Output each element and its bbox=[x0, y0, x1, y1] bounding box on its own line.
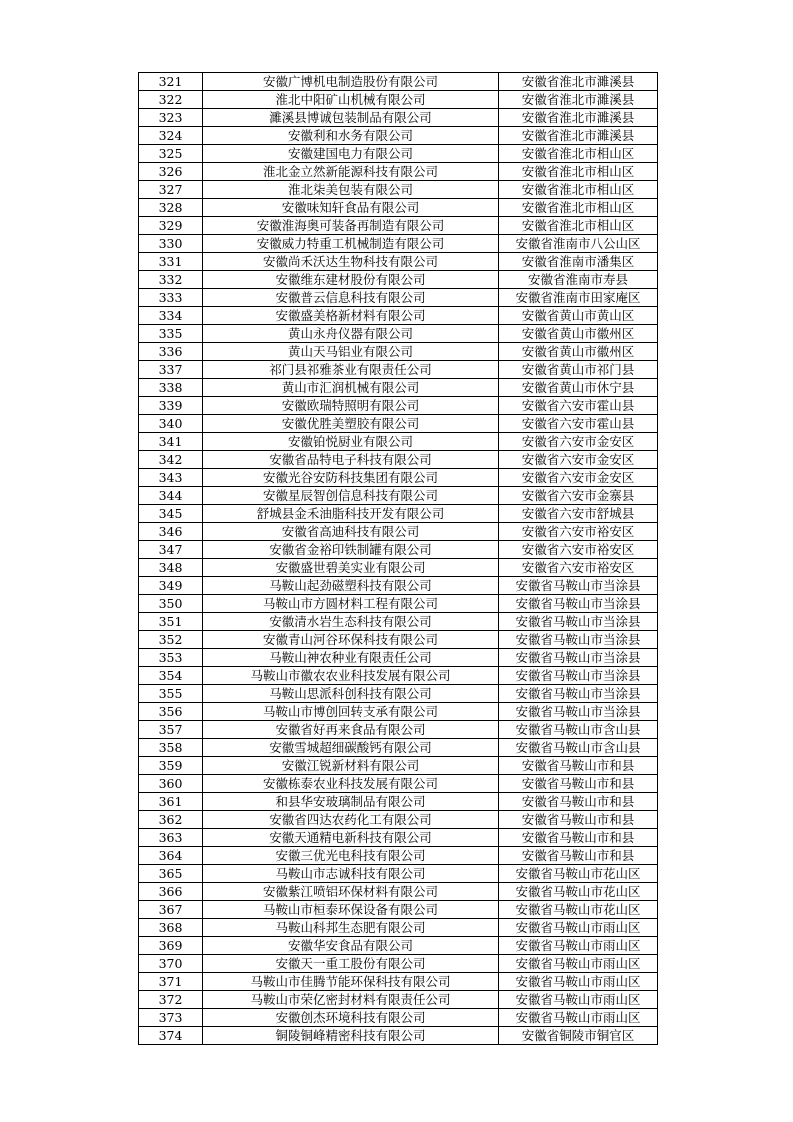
row-number: 347 bbox=[139, 541, 203, 559]
table-row bbox=[139, 703, 658, 721]
company-location: 安徽省淮北市相山区 bbox=[499, 181, 658, 199]
company-location: 安徽省马鞍山市花山区 bbox=[499, 901, 658, 919]
company-name: 安徽江锐新材料有限公司 bbox=[203, 757, 499, 775]
table-row bbox=[139, 883, 658, 901]
company-location: 安徽省马鞍山市和县 bbox=[499, 793, 658, 811]
row-number: 333 bbox=[139, 289, 203, 307]
company-name: 安徽建国电力有限公司 bbox=[203, 145, 499, 163]
company-name: 马鞍山思派科创科技有限公司 bbox=[203, 685, 499, 703]
company-location: 安徽省六安市金安区 bbox=[499, 451, 658, 469]
company-location: 安徽省六安市舒城县 bbox=[499, 505, 658, 523]
company-location: 安徽省马鞍山市和县 bbox=[499, 775, 658, 793]
row-number: 374 bbox=[139, 1027, 203, 1045]
company-location: 安徽省黄山市祁门县 bbox=[499, 361, 658, 379]
row-number: 345 bbox=[139, 505, 203, 523]
table-row bbox=[139, 199, 658, 217]
table-body bbox=[139, 73, 658, 1045]
company-name: 安徽雪城超细碳酸钙有限公司 bbox=[203, 739, 499, 757]
company-location: 安徽省淮南市寿县 bbox=[499, 271, 658, 289]
company-name: 安徽栋泰农业科技发展有限公司 bbox=[203, 775, 499, 793]
company-name: 安徽维东建材股份有限公司 bbox=[203, 271, 499, 289]
company-location: 安徽省马鞍山市和县 bbox=[499, 829, 658, 847]
company-name: 濉溪县博诚包装制品有限公司 bbox=[203, 109, 499, 127]
table-row bbox=[139, 613, 658, 631]
table-row bbox=[139, 343, 658, 361]
company-name: 安徽盛美格新材料有限公司 bbox=[203, 307, 499, 325]
table-row bbox=[139, 865, 658, 883]
row-number: 360 bbox=[139, 775, 203, 793]
company-location: 安徽省淮北市相山区 bbox=[499, 163, 658, 181]
row-number: 332 bbox=[139, 271, 203, 289]
row-number: 324 bbox=[139, 127, 203, 145]
row-number: 330 bbox=[139, 235, 203, 253]
table-row bbox=[139, 577, 658, 595]
table-row bbox=[139, 649, 658, 667]
company-name: 安徽利和水务有限公司 bbox=[203, 127, 499, 145]
company-name: 安徽天一重工股份有限公司 bbox=[203, 955, 499, 973]
company-list-table bbox=[138, 72, 658, 1045]
company-location: 安徽省六安市裕安区 bbox=[499, 559, 658, 577]
table-row bbox=[139, 325, 658, 343]
row-number: 371 bbox=[139, 973, 203, 991]
company-name: 马鞍山神农种业有限责任公司 bbox=[203, 649, 499, 667]
row-number: 340 bbox=[139, 415, 203, 433]
company-name: 安徽普云信息科技有限公司 bbox=[203, 289, 499, 307]
table-row bbox=[139, 253, 658, 271]
table-row bbox=[139, 451, 658, 469]
company-name: 马鞍山科邦生态肥有限公司 bbox=[203, 919, 499, 937]
row-number: 370 bbox=[139, 955, 203, 973]
row-number: 369 bbox=[139, 937, 203, 955]
company-location: 安徽省马鞍山市当涂县 bbox=[499, 685, 658, 703]
company-name: 舒城县金禾油脂科技开发有限公司 bbox=[203, 505, 499, 523]
row-number: 373 bbox=[139, 1009, 203, 1027]
table-row bbox=[139, 181, 658, 199]
row-number: 354 bbox=[139, 667, 203, 685]
company-name: 安徽盛世碧美实业有限公司 bbox=[203, 559, 499, 577]
table-row bbox=[139, 415, 658, 433]
table-row bbox=[139, 667, 658, 685]
company-name: 安徽威力特重工机械制造有限公司 bbox=[203, 235, 499, 253]
company-location: 安徽省马鞍山市雨山区 bbox=[499, 973, 658, 991]
table-row bbox=[139, 955, 658, 973]
company-name: 淮北柒美包装有限公司 bbox=[203, 181, 499, 199]
company-location: 安徽省淮北市相山区 bbox=[499, 217, 658, 235]
row-number: 351 bbox=[139, 613, 203, 631]
company-location: 安徽省六安市裕安区 bbox=[499, 523, 658, 541]
company-location: 安徽省黄山市徽州区 bbox=[499, 343, 658, 361]
row-number: 346 bbox=[139, 523, 203, 541]
row-number: 349 bbox=[139, 577, 203, 595]
company-name: 安徽清水岩生态科技有限公司 bbox=[203, 613, 499, 631]
company-location: 安徽省铜陵市铜官区 bbox=[499, 1027, 658, 1045]
row-number: 356 bbox=[139, 703, 203, 721]
company-name: 马鞍山起劲磁塑科技有限公司 bbox=[203, 577, 499, 595]
company-name: 马鞍山市荣亿密封材料有限责任公司 bbox=[203, 991, 499, 1009]
table-row bbox=[139, 757, 658, 775]
table-row bbox=[139, 127, 658, 145]
table-row bbox=[139, 361, 658, 379]
company-name: 安徽省品特电子科技有限公司 bbox=[203, 451, 499, 469]
company-name: 安徽淮海奥可装备再制造有限公司 bbox=[203, 217, 499, 235]
company-location: 安徽省六安市霍山县 bbox=[499, 415, 658, 433]
company-location: 安徽省淮北市濉溪县 bbox=[499, 73, 658, 91]
row-number: 328 bbox=[139, 199, 203, 217]
table-row bbox=[139, 487, 658, 505]
table-row bbox=[139, 523, 658, 541]
company-name: 黄山天马铝业有限公司 bbox=[203, 343, 499, 361]
row-number: 334 bbox=[139, 307, 203, 325]
company-name: 安徽味知轩食品有限公司 bbox=[203, 199, 499, 217]
table-row bbox=[139, 433, 658, 451]
company-location: 安徽省马鞍山市当涂县 bbox=[499, 577, 658, 595]
company-location: 安徽省黄山市黄山区 bbox=[499, 307, 658, 325]
row-number: 342 bbox=[139, 451, 203, 469]
company-name: 安徽光谷安防科技集团有限公司 bbox=[203, 469, 499, 487]
company-location: 安徽省马鞍山市和县 bbox=[499, 757, 658, 775]
company-name: 和县华安玻璃制品有限公司 bbox=[203, 793, 499, 811]
company-location: 安徽省淮北市濉溪县 bbox=[499, 109, 658, 127]
company-location: 安徽省马鞍山市含山县 bbox=[499, 721, 658, 739]
company-name: 安徽星辰智创信息科技有限公司 bbox=[203, 487, 499, 505]
company-name: 安徽省好再来食品有限公司 bbox=[203, 721, 499, 739]
row-number: 338 bbox=[139, 379, 203, 397]
row-number: 331 bbox=[139, 253, 203, 271]
company-name: 安徽紫江喷铝环保材料有限公司 bbox=[203, 883, 499, 901]
company-name: 淮北金立然新能源科技有限公司 bbox=[203, 163, 499, 181]
company-name: 安徽广博机电制造股份有限公司 bbox=[203, 73, 499, 91]
row-number: 336 bbox=[139, 343, 203, 361]
company-location: 安徽省马鞍山市雨山区 bbox=[499, 955, 658, 973]
row-number: 348 bbox=[139, 559, 203, 577]
table-row bbox=[139, 775, 658, 793]
row-number: 366 bbox=[139, 883, 203, 901]
row-number: 368 bbox=[139, 919, 203, 937]
row-number: 353 bbox=[139, 649, 203, 667]
company-name: 马鞍山市佳腾节能环保科技有限公司 bbox=[203, 973, 499, 991]
company-name: 安徽优胜美塑胶有限公司 bbox=[203, 415, 499, 433]
company-location: 安徽省六安市金安区 bbox=[499, 433, 658, 451]
table-row bbox=[139, 919, 658, 937]
company-location: 安徽省六安市霍山县 bbox=[499, 397, 658, 415]
row-number: 358 bbox=[139, 739, 203, 757]
row-number: 343 bbox=[139, 469, 203, 487]
table-row bbox=[139, 73, 658, 91]
row-number: 350 bbox=[139, 595, 203, 613]
company-location: 安徽省马鞍山市当涂县 bbox=[499, 613, 658, 631]
company-location: 安徽省马鞍山市和县 bbox=[499, 811, 658, 829]
company-name: 安徽三优光电科技有限公司 bbox=[203, 847, 499, 865]
company-location: 安徽省马鞍山市当涂县 bbox=[499, 631, 658, 649]
row-number: 372 bbox=[139, 991, 203, 1009]
company-location: 安徽省淮北市相山区 bbox=[499, 199, 658, 217]
table-row bbox=[139, 379, 658, 397]
table-row bbox=[139, 631, 658, 649]
table-row bbox=[139, 1009, 658, 1027]
table-row bbox=[139, 901, 658, 919]
row-number: 329 bbox=[139, 217, 203, 235]
company-name: 安徽青山河谷环保科技有限公司 bbox=[203, 631, 499, 649]
company-name: 安徽省四达农药化工有限公司 bbox=[203, 811, 499, 829]
company-name: 淮北中阳矿山机械有限公司 bbox=[203, 91, 499, 109]
row-number: 364 bbox=[139, 847, 203, 865]
table-row bbox=[139, 235, 658, 253]
company-name: 马鞍山市博创回转支承有限公司 bbox=[203, 703, 499, 721]
row-number: 362 bbox=[139, 811, 203, 829]
company-name: 安徽省高迪科技有限公司 bbox=[203, 523, 499, 541]
company-location: 安徽省马鞍山市和县 bbox=[499, 847, 658, 865]
company-name: 安徽创杰环境科技有限公司 bbox=[203, 1009, 499, 1027]
table-row bbox=[139, 271, 658, 289]
company-location: 安徽省六安市金安区 bbox=[499, 469, 658, 487]
table-row bbox=[139, 217, 658, 235]
company-location: 安徽省淮北市濉溪县 bbox=[499, 127, 658, 145]
company-location: 安徽省马鞍山市当涂县 bbox=[499, 667, 658, 685]
table-row bbox=[139, 847, 658, 865]
row-number: 326 bbox=[139, 163, 203, 181]
company-location: 安徽省马鞍山市当涂县 bbox=[499, 595, 658, 613]
table-row bbox=[139, 937, 658, 955]
table-row bbox=[139, 739, 658, 757]
company-name: 安徽尚禾沃达生物科技有限公司 bbox=[203, 253, 499, 271]
company-name: 黄山市汇润机械有限公司 bbox=[203, 379, 499, 397]
table-row bbox=[139, 91, 658, 109]
company-name: 马鞍山市志诚科技有限公司 bbox=[203, 865, 499, 883]
company-name: 铜陵铜峰精密科技有限公司 bbox=[203, 1027, 499, 1045]
row-number: 357 bbox=[139, 721, 203, 739]
company-name: 祁门县祁雅茶业有限责任公司 bbox=[203, 361, 499, 379]
company-location: 安徽省淮南市潘集区 bbox=[499, 253, 658, 271]
row-number: 321 bbox=[139, 73, 203, 91]
company-location: 安徽省马鞍山市雨山区 bbox=[499, 919, 658, 937]
company-name: 安徽省金裕印铁制罐有限公司 bbox=[203, 541, 499, 559]
table-row bbox=[139, 973, 658, 991]
table-row bbox=[139, 109, 658, 127]
company-name: 安徽欧瑞特照明有限公司 bbox=[203, 397, 499, 415]
company-location: 安徽省六安市裕安区 bbox=[499, 541, 658, 559]
company-location: 安徽省马鞍山市花山区 bbox=[499, 883, 658, 901]
company-location: 安徽省马鞍山市当涂县 bbox=[499, 649, 658, 667]
company-location: 安徽省黄山市休宁县 bbox=[499, 379, 658, 397]
table-row bbox=[139, 595, 658, 613]
table-row bbox=[139, 469, 658, 487]
row-number: 322 bbox=[139, 91, 203, 109]
row-number: 361 bbox=[139, 793, 203, 811]
company-location: 安徽省六安市金寨县 bbox=[499, 487, 658, 505]
company-name: 安徽天通精电新科技有限公司 bbox=[203, 829, 499, 847]
row-number: 339 bbox=[139, 397, 203, 415]
company-location: 安徽省淮北市濉溪县 bbox=[499, 91, 658, 109]
row-number: 337 bbox=[139, 361, 203, 379]
company-location: 安徽省马鞍山市雨山区 bbox=[499, 1009, 658, 1027]
row-number: 365 bbox=[139, 865, 203, 883]
company-location: 安徽省淮南市田家庵区 bbox=[499, 289, 658, 307]
company-location: 安徽省马鞍山市雨山区 bbox=[499, 937, 658, 955]
table-row bbox=[139, 559, 658, 577]
row-number: 335 bbox=[139, 325, 203, 343]
table-row bbox=[139, 307, 658, 325]
row-number: 327 bbox=[139, 181, 203, 199]
table-row bbox=[139, 793, 658, 811]
company-location: 安徽省淮南市八公山区 bbox=[499, 235, 658, 253]
row-number: 367 bbox=[139, 901, 203, 919]
row-number: 363 bbox=[139, 829, 203, 847]
company-name: 马鞍山市方圆材料工程有限公司 bbox=[203, 595, 499, 613]
company-location: 安徽省马鞍山市花山区 bbox=[499, 865, 658, 883]
company-location: 安徽省马鞍山市雨山区 bbox=[499, 991, 658, 1009]
table-row bbox=[139, 397, 658, 415]
row-number: 323 bbox=[139, 109, 203, 127]
company-name: 黄山永舟仪器有限公司 bbox=[203, 325, 499, 343]
row-number: 344 bbox=[139, 487, 203, 505]
company-location: 安徽省淮北市相山区 bbox=[499, 145, 658, 163]
row-number: 355 bbox=[139, 685, 203, 703]
company-name: 安徽铂悦厨业有限公司 bbox=[203, 433, 499, 451]
row-number: 341 bbox=[139, 433, 203, 451]
company-name: 马鞍山市徽农农业科技发展有限公司 bbox=[203, 667, 499, 685]
company-location: 安徽省马鞍山市含山县 bbox=[499, 739, 658, 757]
table-row bbox=[139, 505, 658, 523]
row-number: 325 bbox=[139, 145, 203, 163]
company-name: 马鞍山市桓泰环保设备有限公司 bbox=[203, 901, 499, 919]
table-row bbox=[139, 1027, 658, 1045]
company-location: 安徽省黄山市徽州区 bbox=[499, 325, 658, 343]
company-location: 安徽省马鞍山市当涂县 bbox=[499, 703, 658, 721]
table-row bbox=[139, 163, 658, 181]
table-row bbox=[139, 289, 658, 307]
row-number: 359 bbox=[139, 757, 203, 775]
table-row bbox=[139, 829, 658, 847]
row-number: 352 bbox=[139, 631, 203, 649]
table-row bbox=[139, 685, 658, 703]
table-row bbox=[139, 991, 658, 1009]
company-name: 安徽华安食品有限公司 bbox=[203, 937, 499, 955]
table-row bbox=[139, 721, 658, 739]
table-row bbox=[139, 145, 658, 163]
table-row bbox=[139, 541, 658, 559]
table-row bbox=[139, 811, 658, 829]
